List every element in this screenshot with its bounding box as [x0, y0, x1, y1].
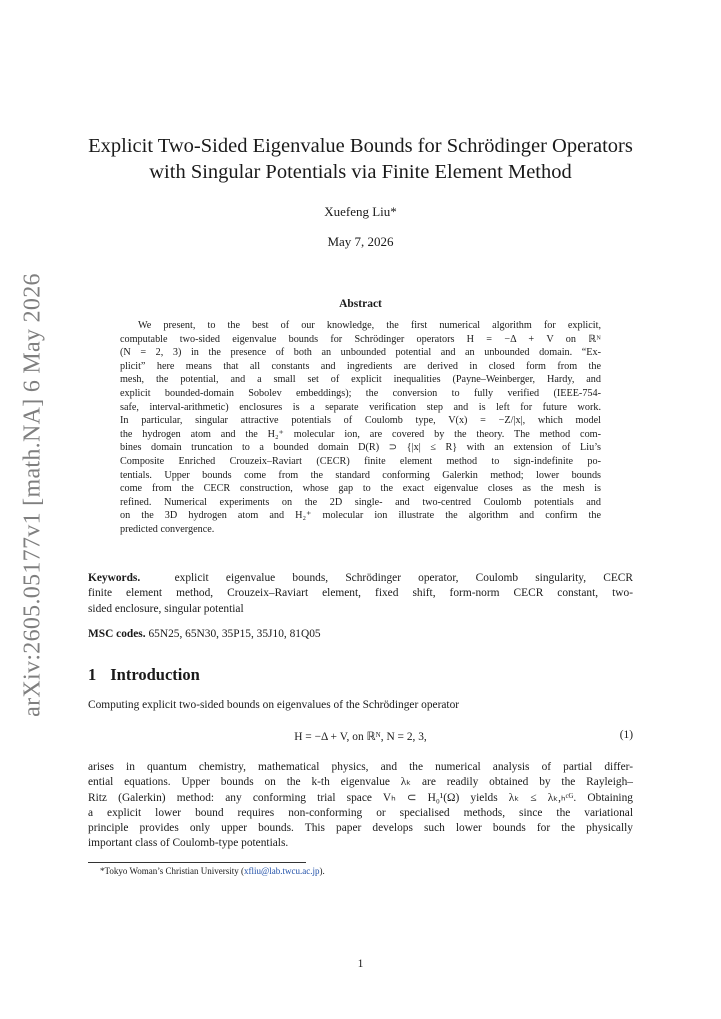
msc-codes: 65N25, 65N30, 35P15, 35J10, 81Q05: [148, 628, 321, 640]
keywords-line: sided enclosure, singular potential: [88, 602, 244, 615]
arxiv-identifier: arXiv:2605.05177v1 [math.NA] 6 May 2026: [19, 273, 46, 717]
intro-lead: [88, 698, 633, 713]
footnote-affiliation: *Tokyo Woman’s Christian University (: [100, 866, 244, 876]
section-title: Introduction: [110, 665, 200, 684]
section-number: 1: [88, 665, 97, 684]
intro-line: arises in quantum chemistry, mathematical physics, and the numerical analysis of partial differ-: [88, 761, 633, 773]
intro-line: ential equations. Upper bounds on the k-th eigenvalue λₖ are readily obtained by the Rayleigh–: [88, 776, 633, 789]
abstract-line: refined. Numerical experiments on the 2D single- and two-centred Coulomb potentials and: [120, 496, 601, 508]
keywords-line: [88, 571, 633, 586]
msc-line: [88, 627, 633, 642]
abstract-line: the hydrogen atom and the H₂⁺ molecular ion, are covered by the theory. The method com-: [120, 428, 601, 440]
abstract-line: come from the CECR construction, whose gap to the exact eigenvalue closes as the mesh is: [120, 483, 601, 495]
intro-line: important class of Coulomb-type potentials.: [88, 837, 289, 850]
abstract-line: In particular, singular attractive potentials of Coulomb type, V(x) = −Z/|x|, which model: [120, 415, 601, 427]
footnote-tail: ).: [319, 866, 325, 876]
equation-number: (1): [619, 729, 633, 741]
page-number: 1: [357, 958, 364, 970]
intro-line: Ritz (Galerkin) method: any conforming trial space Vₕ ⊂ H₀¹(Ω) yields λₖ ≤ λₖ,ₕᶜᴳ. Obtaining: [88, 791, 633, 804]
section-heading: [88, 665, 200, 685]
footnote-rule: [88, 862, 306, 863]
abstract-line: plicit” here means that all constants and ingredients are derived in closed form from the: [120, 360, 601, 372]
abstract-line: tentials. Upper bounds come from the standard conforming Galerkin method; lower bounds: [120, 469, 601, 481]
abstract-line: Composite Enriched Crouzeix–Raviart (CECR) finite element method to sign-indefinite po-: [120, 455, 601, 467]
msc-label: MSC codes.: [88, 628, 146, 640]
paper-title: [70, 133, 651, 185]
intro-line: principle provides only upper bounds. This paper develops such lower bounds for the physically: [88, 822, 633, 835]
intro-body: [88, 760, 633, 852]
abstract-body: [120, 319, 601, 537]
equation-1: [88, 729, 633, 745]
intro-line: a explicit lower bound requires non-conforming or specialised methods, since the variational: [88, 806, 633, 819]
abstract-line: explicit bounded-domain Sobolev embeddings); the conversion to fully verified (IEEE-754-: [120, 387, 601, 399]
abstract-line: safe, interval-arithmetic) enclosures is a separate verification step and is left for future work.: [120, 401, 601, 413]
author-email-link[interactable]: xfliu@lab.twcu.ac.jp: [243, 866, 320, 876]
title-line-2: with Singular Potentials via Finite Element Method: [149, 161, 572, 183]
abstract-line: predicted convergence.: [120, 523, 215, 535]
intro-lead-line: Computing explicit two-sided bounds on eigenvalues of the Schrödinger operator: [88, 699, 460, 711]
keywords-label: Keywords.: [88, 572, 141, 584]
abstract-line: We present, to the best of our knowledge, the first numerical algorithm for explicit,: [138, 320, 601, 331]
abstract-heading: Abstract: [339, 298, 382, 310]
arxiv-side-stamp: [16, 273, 50, 717]
msc-block: [88, 627, 633, 642]
abstract-line: on the 3D hydrogen atom and H₂⁺ molecular ion illustrate the algorithm and confirm the: [120, 510, 601, 522]
abstract-line: computable two-sided eigenvalue bounds for Schrödinger operators H = −Δ + V on ℝᴺ: [120, 333, 601, 345]
abstract-line: (N = 2, 3) in the presence of both an unbounded potential and an unbounded domain. “Ex-: [120, 347, 601, 359]
keywords-text: explicit eigenvalue bounds, Schrödinger operator, Coulomb singularity, CECR: [174, 572, 633, 584]
title-line-1: Explicit Two-Sided Eigenvalue Bounds for Schrödinger Operators: [88, 135, 633, 157]
abstract-line: mesh, the potential, and a small set of explicit inequalities (Payne–Weinberger, Hardy, and: [120, 374, 601, 386]
keywords-line: finite element method, Crouzeix–Raviart element, fixed shift, form-norm CECR constant, two-: [88, 587, 633, 600]
keywords-block: [88, 571, 633, 617]
equation-body: H = −Δ + V, on ℝᴺ, N = 2, 3,: [294, 731, 427, 743]
author-name: Xuefeng Liu*: [324, 204, 397, 219]
paper-date: May 7, 2026: [327, 234, 394, 249]
abstract-line: bines domain truncation to a bounded domain D(R) ⊃ {|x| ≤ R} with an extension of Liu’s: [120, 442, 601, 454]
footnote: [100, 866, 325, 876]
